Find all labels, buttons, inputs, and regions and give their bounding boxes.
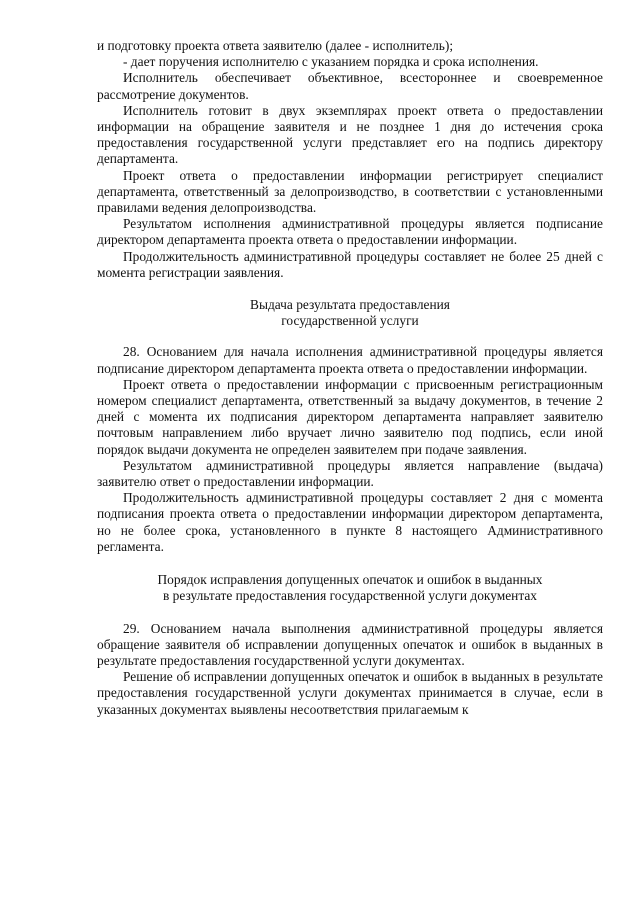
paragraph: Результатом исполнения административной процедуры является подписание директором департамента проекта ответа о предоставлении информации. (97, 216, 603, 248)
section-heading-line: Выдача результата предоставления (250, 297, 450, 313)
paragraph: и подготовку проекта ответа заявителю (далее - исполнитель); (97, 38, 454, 53)
spacer (97, 555, 603, 572)
paragraph: Результатом административной процедуры является направление (выдача) заявителю ответ о предоставлении информации. (97, 457, 603, 490)
paragraph: Продолжительность административной процедуры составляет 2 дня с момента подписания проекта ответа о предоставлении информации директором департамента, но не более срока, установленного в пункте 8 настоящего Административного регламента. (97, 490, 603, 554)
paragraph: Проект ответа о предоставлении информации с присвоенным регистрационным номером специалист департамента, ответственный за выдачу документов, в течение 2 дней с момента их подписания директором департамента направляет заявителю почтовым направлением либо вручает лично заявителю под подпись, если иной порядок выдачи документа не определен заявителем при подаче заявления. (97, 376, 603, 457)
paragraph: Исполнитель обеспечивает объективное, всестороннее и своевременное рассмотрение документов. (97, 70, 603, 102)
section-heading-line: государственной услуги (281, 313, 419, 329)
document-page (97, 38, 603, 718)
spacer (97, 605, 603, 621)
paragraph: 28. Основанием для начала исполнения административной процедуры является подписание директором департамента проекта ответа о предоставлении информации. (97, 344, 603, 376)
paragraph: Решение об исправлении допущенных опечаток и ошибок в выданных в результате предоставления государственной услуги документах принимается в случае, если в указанных документах выявлены несоответствия прилагаемым к (97, 669, 603, 717)
spacer (97, 281, 603, 297)
paragraph: 29. Основанием начала выполнения административной процедуры является обращение заявителя об исправлении допущенных опечаток и ошибок в выданных в результате предоставления государственной услуги документах. (97, 620, 603, 668)
paragraph: Исполнитель готовит в двух экземплярах проект ответа о предоставлении информации на обращение заявителя и не позднее 1 дня до истечения срока предоставления государственной услуги представляет его на подпись директору департамента. (97, 102, 603, 167)
paragraph: - дает поручения исполнителю с указанием порядка и срока исполнения. (123, 54, 539, 70)
paragraph: Продолжительность административной процедуры составляет не более 25 дней с момента регистрации заявления. (97, 248, 603, 280)
section-heading-line: в результате предоставления государственной услуги документах (163, 588, 537, 604)
spacer (97, 329, 603, 344)
section-heading-line: Порядок исправления допущенных опечаток и ошибок в выданных (157, 572, 543, 588)
paragraph: Проект ответа о предоставлении информации регистрирует специалист департамента, ответственный за делопроизводство, в соответствии с установленными правилами ведения делопроизводства. (97, 167, 603, 216)
